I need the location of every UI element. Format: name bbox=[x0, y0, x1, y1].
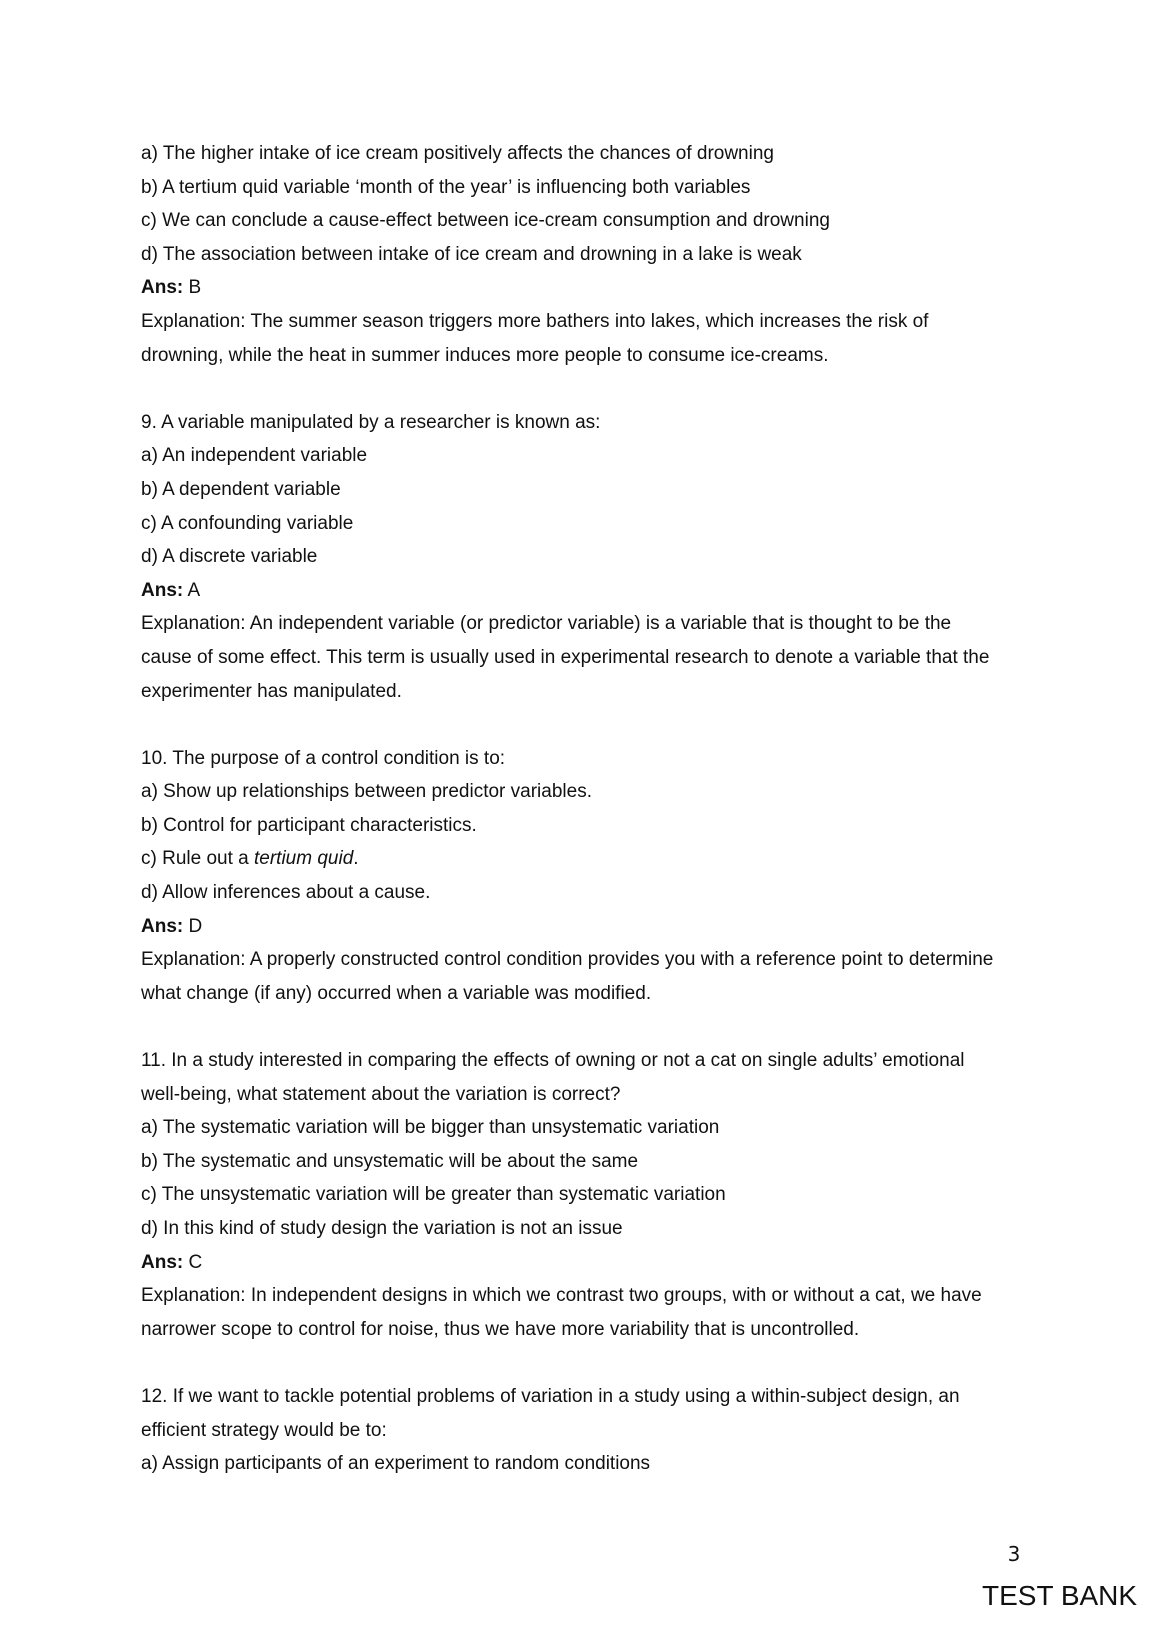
spacer bbox=[141, 1010, 1041, 1044]
q12-option-a: a) Assign participants of an experiment to random conditions bbox=[141, 1453, 651, 1475]
q9-question: 9. A variable manipulated by a researcher is known as: bbox=[141, 411, 601, 433]
q11-answer-value: C bbox=[183, 1251, 203, 1273]
q9-answer-value: A bbox=[183, 579, 201, 601]
q11-answer bbox=[141, 1246, 1041, 1280]
q8-option-c: c) We can conclude a cause-effect between ice-cream consumption and drowning bbox=[141, 210, 830, 232]
q10-question: 10. The purpose of a control condition is to: bbox=[141, 747, 506, 769]
q9-option-c: c) A confounding variable bbox=[141, 512, 354, 534]
q9-answer-label: Ans: bbox=[141, 579, 184, 601]
q10-explanation-line-1: Explanation: A properly constructed control condition provides you with a reference point to determine bbox=[141, 949, 994, 971]
q8-option-d: d) The association between intake of ice cream and drowning in a lake is weak bbox=[141, 243, 802, 265]
q8-explanation-line-2: drowning, while the heat in summer induces more people to consume ice-creams. bbox=[141, 344, 829, 366]
q11-option-b: b) The systematic and unsystematic will be about the same bbox=[141, 1150, 639, 1172]
q8-explanation-line-1: Explanation: The summer season triggers more bathers into lakes, which increases the risk of bbox=[141, 310, 929, 332]
q9-option-b: b) A dependent variable bbox=[141, 478, 341, 500]
q10-option-c-prefix: c) Rule out a bbox=[141, 848, 254, 870]
q10-explanation-line-2: what change (if any) occurred when a variable was modified. bbox=[141, 982, 652, 1004]
q10-option-b: b) Control for participant characteristics. bbox=[141, 814, 477, 836]
spacer bbox=[141, 708, 1041, 742]
q8-answer bbox=[141, 271, 1041, 305]
q10-answer bbox=[141, 910, 1041, 944]
page-number: 3 bbox=[1007, 1542, 1021, 1566]
q8-answer-label: Ans: bbox=[141, 277, 184, 299]
q10-option-a: a) Show up relationships between predictor variables. bbox=[141, 781, 592, 803]
spacer bbox=[141, 372, 1041, 406]
q10-option-c bbox=[141, 842, 1041, 876]
q9-option-d: d) A discrete variable bbox=[141, 546, 318, 568]
q11-option-a: a) The systematic variation will be bigger than unsystematic variation bbox=[141, 1117, 720, 1139]
q11-option-d: d) In this kind of study design the variation is not an issue bbox=[141, 1218, 623, 1239]
spacer bbox=[141, 1346, 1041, 1380]
q9-explanation-line-2: cause of some effect. This term is usually used in experimental research to denote a variable that the bbox=[141, 646, 990, 668]
q8-answer-value: B bbox=[183, 277, 202, 299]
q11-explanation-line-2: narrower scope to control for noise, thus we have more variability that is uncontrolled. bbox=[141, 1318, 860, 1340]
q10-option-d: d) Allow inferences about a cause. bbox=[141, 882, 431, 904]
q11-question-line-2: well-being, what statement about the variation is correct? bbox=[141, 1083, 621, 1105]
document-body bbox=[141, 137, 1041, 1481]
q8-option-b: b) A tertium quid variable ‘month of the year’ is influencing both variables bbox=[141, 176, 751, 198]
q9-answer bbox=[141, 574, 1041, 608]
q10-option-c-italic: tertium quid bbox=[254, 848, 354, 870]
footer-title: TEST BANK bbox=[982, 1580, 1138, 1611]
q9-option-a: a) An independent variable bbox=[141, 445, 368, 467]
q12-question-line-2: efficient strategy would be to: bbox=[141, 1419, 387, 1441]
q11-answer-label: Ans: bbox=[141, 1251, 184, 1273]
q8-option-a: a) The higher intake of ice cream positively affects the chances of drowning bbox=[141, 143, 774, 164]
q11-question-line-1: 11. In a study interested in comparing the effects of owning or not a cat on single adults’ emotional bbox=[141, 1050, 965, 1072]
q11-option-c: c) The unsystematic variation will be greater than systematic variation bbox=[141, 1184, 726, 1206]
q11-explanation-line-1: Explanation: In independent designs in which we contrast two groups, with or without a cat, we have bbox=[141, 1285, 982, 1307]
q10-option-c-suffix: . bbox=[353, 848, 359, 870]
q9-explanation-line-3: experimenter has manipulated. bbox=[141, 680, 402, 702]
q9-explanation-line-1: Explanation: An independent variable (or predictor variable) is a variable that is thought to be the bbox=[141, 613, 952, 635]
q10-answer-label: Ans: bbox=[141, 915, 184, 937]
q12-question-line-1: 12. If we want to tackle potential problems of variation in a study using a within-subject design, an bbox=[141, 1385, 960, 1407]
q10-answer-value: D bbox=[183, 915, 203, 937]
